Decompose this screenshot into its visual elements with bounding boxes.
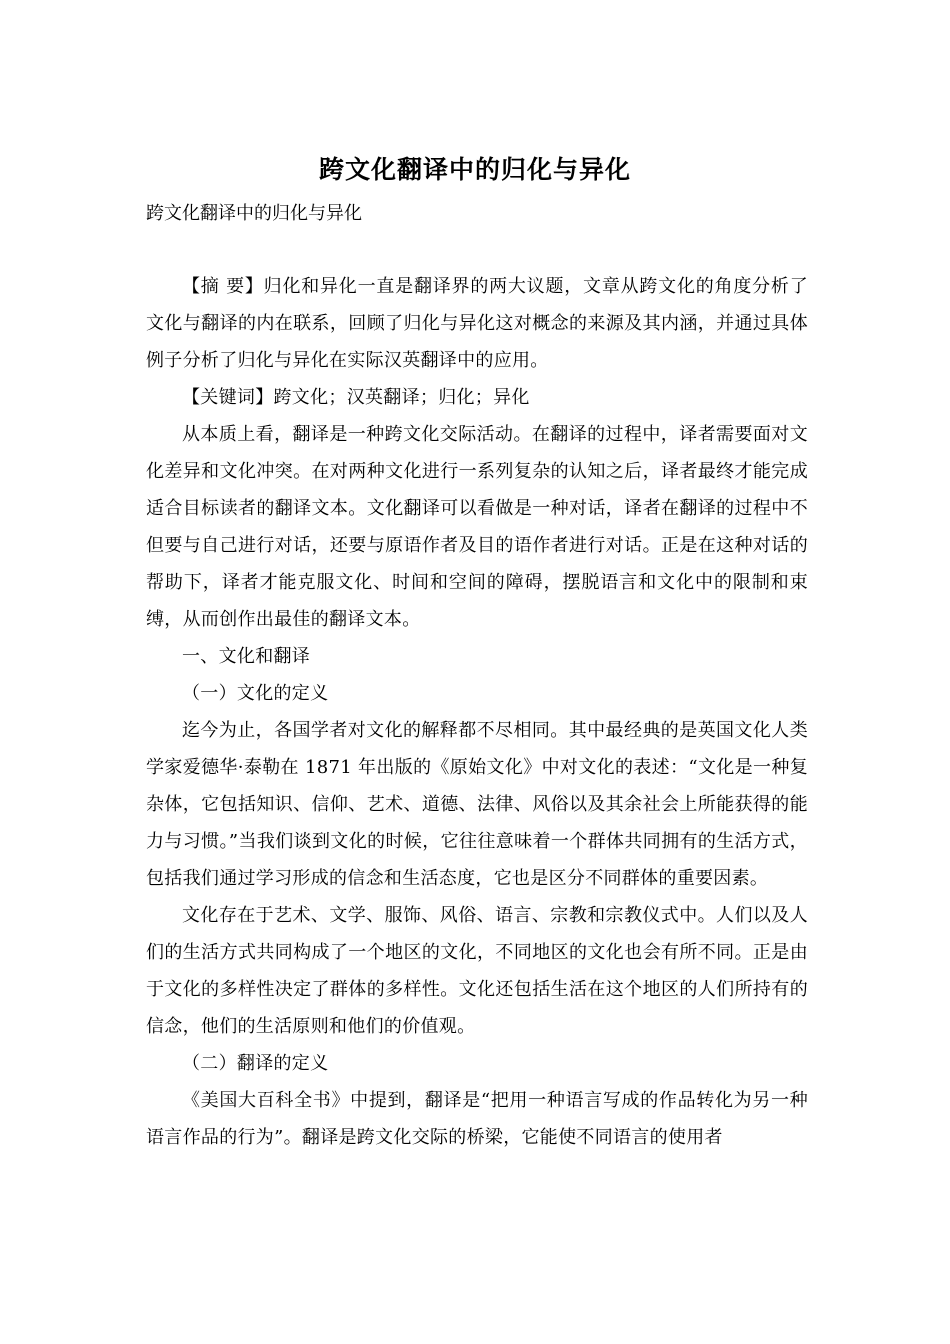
- intro-paragraph: 从本质上看，翻译是一种跨文化交际活动。在翻译的过程中，译者需要面对文化差异和文化冲突。在对两种文化进行一系列复杂的认知之后，译者最终才能完成适合目标读者的翻译文本。文化翻译可以看做是一种对话，译者在翻译的过程中不但要与自己进行对话，还要与原语作者及目的语作者进行对话。正是在这种对话的帮助下，译者才能克服文化、时间和空间的障碍，摆脱语言和文化中的限制和束缚，从而创作出最佳的翻译文本。: [146, 424, 808, 630]
- document-body: [146, 268, 808, 1156]
- keywords-paragraph: 【关键词】跨文化；汉英翻译；归化；异化: [182, 387, 530, 408]
- subsection-heading-culture-definition: （一）文化的定义: [182, 683, 329, 704]
- culture-definition-paragraph: 迄今为止，各国学者对文化的解释都不尽相同。其中最经典的是英国文化人类学家爱德华·泰勒在 1871 年出版的《原始文化》中对文化的表述：“文化是一种复杂体，它包括知识、信仰、艺术、道德、法律、风俗以及其余社会上所能获得的能力与习惯。”当我们谈到文化的时候，它往往意味着一个群体共同拥有的生活方式，包括我们通过学习形成的信念和生活态度，它也是区分不同群体的重要因素。: [146, 720, 808, 889]
- section-heading-culture-and-translation: 一、文化和翻译: [182, 646, 311, 667]
- translation-definition-paragraph: 《美国大百科全书》中提到，翻译是“把用一种语言写成的作品转化为另一种语言作品的行为”。翻译是跨文化交际的桥梁，它能使不同语言的使用者: [146, 1090, 808, 1148]
- abstract-paragraph: 【摘 要】归化和异化一直是翻译界的两大议题，文章从跨文化的角度分析了文化与翻译的内在联系，回顾了归化与异化这对概念的来源及其内涵，并通过具体例子分析了归化与异化在实际汉英翻译中的应用。: [146, 276, 808, 371]
- document-title: 跨文化翻译中的归化与异化: [318, 155, 631, 184]
- document-subtitle: 跨文化翻译中的归化与异化: [146, 203, 362, 224]
- culture-existence-paragraph: 文化存在于艺术、文学、服饰、风俗、语言、宗教和宗教仪式中。人们以及人们的生活方式共同构成了一个地区的文化，不同地区的文化也会有所不同。正是由于文化的多样性决定了群体的多样性。文化还包括生活在这个地区的人们所持有的信念，他们的生活原则和他们的价值观。: [146, 905, 808, 1037]
- subsection-heading-translation-definition: （二）翻译的定义: [182, 1053, 329, 1074]
